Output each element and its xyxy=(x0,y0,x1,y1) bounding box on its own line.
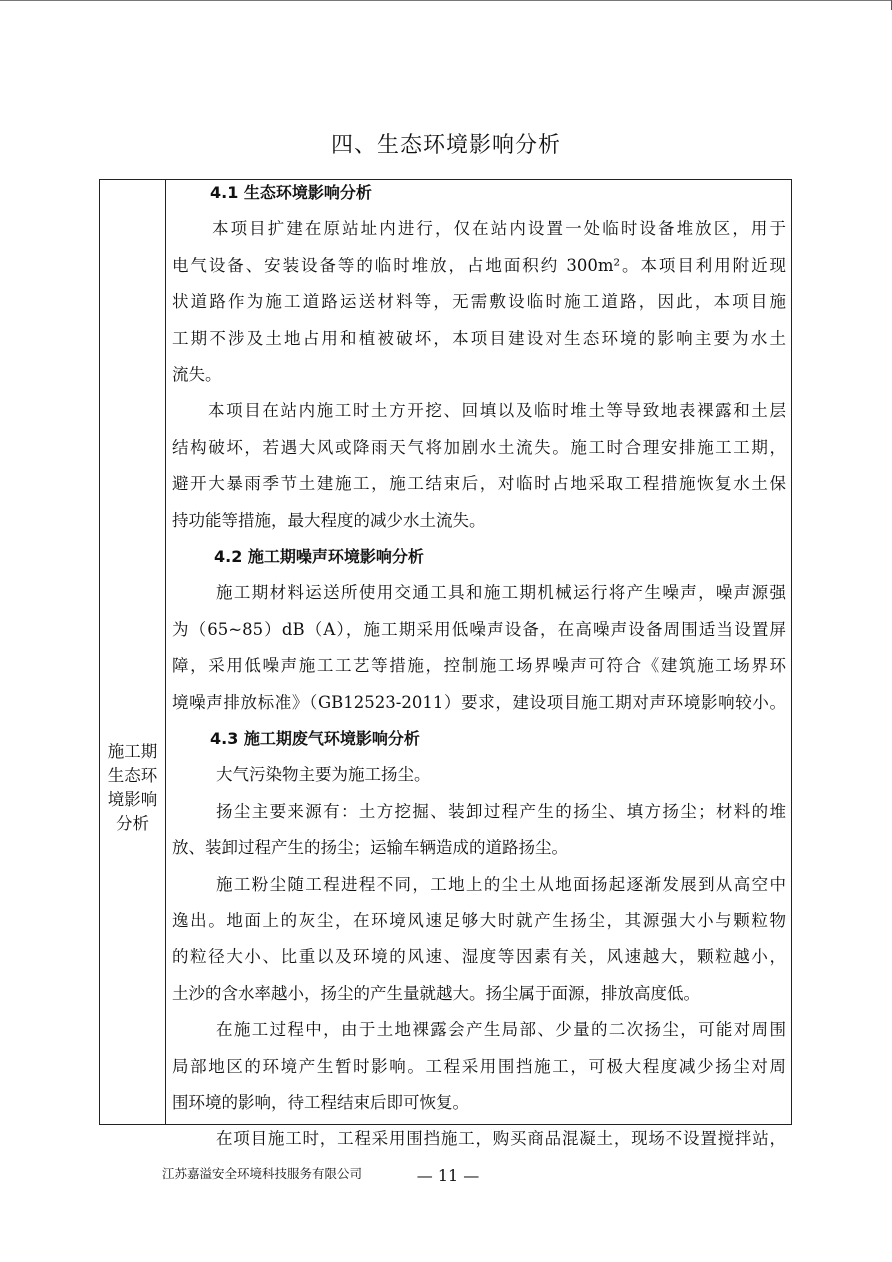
section-heading: 4.2 施工期噪声环境影响分析 xyxy=(214,547,424,566)
paragraph-line: 扬尘主要来源有：土方挖掘、装卸过程产生的扬尘、填方扬尘；材料的堆 xyxy=(216,801,786,821)
footer-company: 江苏嘉溢安全环境科技服务有限公司 xyxy=(162,1166,363,1181)
section-title: 四、生态环境影响分析 xyxy=(330,133,561,158)
paragraph-line: 结构破坏，若遇大风或降雨天气将加剧水土流失。施工时合理安排施工工期， xyxy=(172,437,786,457)
paragraph-line: 本项目扩建在原站址内进行，仅在站内设置一处临时设备堆放区，用于 xyxy=(212,219,786,239)
top-border-line xyxy=(0,0,892,1)
paragraph-line: 的粒径大小、比重以及环境的风速、湿度等因素有关，风速越大，颗粒越小， xyxy=(172,947,786,967)
paragraph-line: 持功能等措施，最大程度的减少水土流失。 xyxy=(172,510,486,530)
section-heading: 4.3 施工期废气环境影响分析 xyxy=(210,729,420,748)
paragraph-line: 电气设备、安装设备等的临时堆放，占地面积约 300m²。本项目利用附近现 xyxy=(172,255,786,275)
paragraph-line: 逸出。地面上的灰尘，在环境风速足够大时就产生扬尘，其源强大小与颗粒物 xyxy=(172,911,786,930)
page-number: — 11 — xyxy=(416,1166,480,1185)
analysis-table xyxy=(99,179,792,1149)
paragraph-line: 围环境的影响，待工程结束后即可恢复。 xyxy=(172,1093,469,1112)
paragraph-line: 在项目施工时，工程采用围挡施工，购买商品混凝土，现场不设置搅拌站， xyxy=(216,1129,786,1149)
paragraph-line: 流失。 xyxy=(172,365,222,384)
paragraph-line: 施工期材料运送所使用交通工具和施工期机械运行将产生噪声，噪声源强 xyxy=(216,583,786,603)
paragraph-line: 土沙的含水率越小，扬尘的产生量就越大。扬尘属于面源，排放高度低。 xyxy=(172,983,700,1003)
row-label-line: 分析 xyxy=(116,814,149,833)
row-label xyxy=(100,740,165,836)
paragraph-line: 施工粉尘随工程进程不同，工地上的尘土从地面扬起逐渐发展到从高空中 xyxy=(216,874,786,894)
column-divider xyxy=(165,180,166,1124)
paragraph-line: 避开大暴雨季节土建施工，施工结束后，对临时占地采取工程措施恢复水土保 xyxy=(172,474,786,494)
section-heading: 4.1 生态环境影响分析 xyxy=(210,183,372,202)
paragraph-line: 大气污染物主要为施工扬尘。 xyxy=(216,765,431,785)
paragraph-line: 局部地区的环境产生暂时影响。工程采用围挡施工，可极大程度减少扬尘对周 xyxy=(172,1056,786,1076)
paragraph-line: 状道路作为施工道路运送材料等，无需敷设临时施工道路，因此，本项目施 xyxy=(172,292,786,312)
paragraph-line: 境噪声排放标准》（GB12523-2011）要求，建设项目施工期对声环境影响较小。 xyxy=(172,692,786,712)
paragraph-line: 在施工过程中，由于土地裸露会产生局部、少量的二次扬尘，可能对周围 xyxy=(216,1020,786,1040)
row-label-line: 境影响 xyxy=(107,790,158,809)
paragraph-line: 为（65~85）dB（A），施工期采用低噪声设备，在高噪声设备周围适当设置屏 xyxy=(172,619,786,639)
paragraph-line: 障，采用低噪声施工工艺等措施，控制施工场界噪声可符合《建筑施工场界环 xyxy=(172,656,786,676)
row-label-line: 施工期 xyxy=(107,742,158,761)
paragraph-line: 放、装卸过程产生的扬尘；运输车辆造成的道路扬尘。 xyxy=(172,838,568,858)
paragraph-line: 工期不涉及土地占用和植被破坏，本项目建设对生态环境的影响主要为水土 xyxy=(172,328,786,348)
paragraph-line: 本项目在站内施工时土方开挖、回填以及临时堆土等导致地表裸露和土层 xyxy=(208,401,786,421)
row-label-line: 生态环 xyxy=(107,766,158,785)
